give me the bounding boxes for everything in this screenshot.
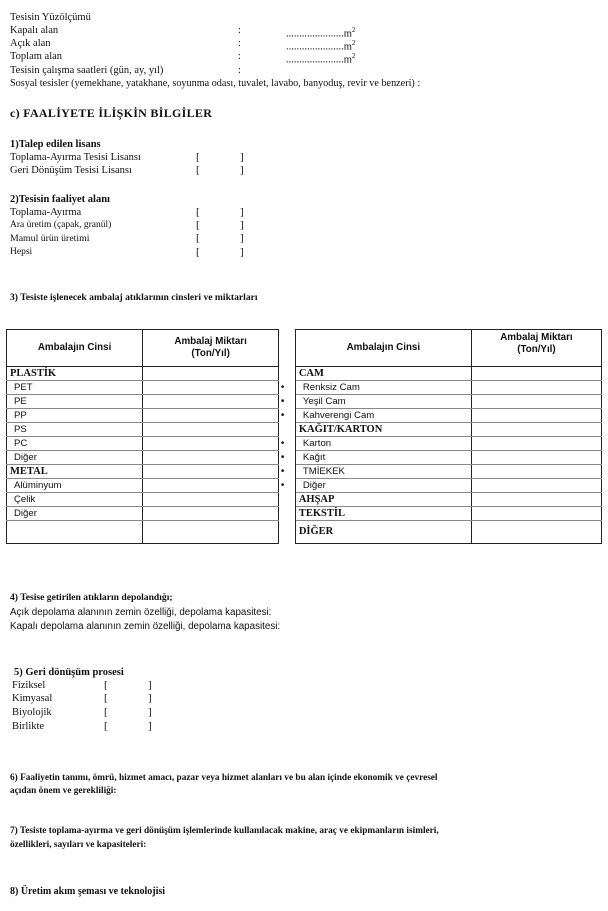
q2-item-collect: Toplama-Ayırma xyxy=(10,207,82,218)
left-type-cell: • PS xyxy=(7,423,143,437)
closed-area-colon: : xyxy=(238,25,241,36)
left-amount-cell[interactable] xyxy=(143,507,279,521)
right-type-cell: • Kağıt xyxy=(295,451,471,465)
q1-item-collect-open: [ xyxy=(196,151,200,163)
section-c-title: c) FAALİYETE İLİŞKİN BİLGİLER xyxy=(10,106,213,120)
column-gap xyxy=(279,423,296,437)
q6-line2: açıdan önem ve gerekliliği: xyxy=(10,786,117,796)
left-type-cell: • Diğer xyxy=(7,451,143,465)
packaging-table xyxy=(6,329,602,544)
table-row xyxy=(7,521,602,544)
left-amount-cell[interactable] xyxy=(143,479,279,493)
total-area-colon: : xyxy=(238,51,241,62)
right-amount-cell[interactable] xyxy=(471,521,601,544)
closed-area-label: Kapalı alan xyxy=(10,25,59,36)
left-amount-cell[interactable] xyxy=(143,381,279,395)
left-amount-cell[interactable] xyxy=(143,451,279,465)
table-row xyxy=(7,493,602,507)
social-facilities: Sosyal tesisler (yemekhane, yatakhane, soyunma odası, tuvalet, lavabo, banyoduş, revir ve benzeri) : xyxy=(10,78,421,89)
right-amount-cell[interactable] xyxy=(471,423,601,437)
q2-item-intermediate-open: [ xyxy=(196,219,200,231)
q5-item-biological-open: [ xyxy=(104,706,108,718)
q6-line1: 6) Faaliyetin tanımı, ömrü, hizmet amacı, pazar veya hizmet alanları ve bu alan içinde ekonomik ve çevresel xyxy=(10,773,438,783)
q2-item-collect-open: [ xyxy=(196,206,200,218)
q7-line2: özellikleri, sayıları ve kapasiteleri: xyxy=(10,840,147,850)
total-area-label: Toplam alan xyxy=(10,51,63,62)
right-type-cell: DİĞER xyxy=(295,521,471,544)
q5-item-physical-close: ] xyxy=(148,679,152,691)
q7-line1: 7) Tesiste toplama-ayırma ve geri dönüşüm işlemlerinde kullanılacak makine, araç ve ekipmanların isimleri, xyxy=(10,826,439,836)
table-row xyxy=(7,381,602,395)
right-type-cell: CAM xyxy=(295,367,471,381)
right-amount-cell[interactable] xyxy=(471,409,601,423)
q1-item-recycle: Geri Dönüşüm Tesisi Lisansı xyxy=(10,165,132,176)
right-type-cell: TEKSTİL xyxy=(295,507,471,521)
header-left-type: Ambalajın Cinsi xyxy=(7,330,143,367)
closed-area-value: $......................m^2$ xyxy=(286,26,356,40)
header-right-amount: Ambalaj Miktarı (Ton/Yıl) xyxy=(471,330,601,367)
table-row xyxy=(7,479,602,493)
right-amount-cell[interactable] xyxy=(471,367,601,381)
right-amount-cell[interactable] xyxy=(471,479,601,493)
header-left-amount: Ambalaj Miktarı (Ton/Yıl) xyxy=(143,330,279,367)
q2-item-product-open: [ xyxy=(196,232,200,244)
table-row xyxy=(7,437,602,451)
column-gap xyxy=(279,507,296,521)
right-amount-cell[interactable] xyxy=(471,465,601,479)
right-amount-cell[interactable] xyxy=(471,493,601,507)
right-amount-cell[interactable] xyxy=(471,395,601,409)
q1-item-collect-close: ] xyxy=(240,151,244,163)
total-area-value: $......................m^2$ xyxy=(286,52,356,66)
open-area-label: Açık alan xyxy=(10,38,51,49)
working-hours-colon: : xyxy=(238,65,241,76)
open-area-colon: : xyxy=(238,38,241,49)
header-right-type: Ambalajın Cinsi xyxy=(295,330,471,367)
right-type-cell: AHŞAP xyxy=(295,493,471,507)
left-type-cell: • Alüminyum xyxy=(7,479,143,493)
q2-item-all: Hepsi xyxy=(10,247,33,257)
header-gap xyxy=(279,330,296,367)
left-amount-cell[interactable] xyxy=(143,465,279,479)
q1-item-recycle-close: ] xyxy=(240,164,244,176)
q5-item-chemical: Kimyasal xyxy=(12,693,53,704)
q2-item-intermediate-close: ] xyxy=(240,219,244,231)
q5-item-combined-close: ] xyxy=(148,720,152,732)
table-row xyxy=(7,409,602,423)
working-hours-label: Tesisin çalışma saatleri (gün, ay, yıl) xyxy=(10,65,164,76)
q5-title: 5) Geri dönüşüm prosesi xyxy=(14,667,124,678)
left-type-cell: • Diğer xyxy=(7,507,143,521)
q4-title: 4) Tesise getirilen atıkların depolandığı; xyxy=(10,592,173,603)
q5-item-physical: Fiziksel xyxy=(12,680,46,691)
q5-item-physical-open: [ xyxy=(104,679,108,691)
right-type-cell: KAĞIT/KARTON xyxy=(295,423,471,437)
q1-item-collect: Toplama-Ayırma Tesisi Lisansı xyxy=(10,152,141,163)
table-row xyxy=(7,465,602,479)
left-amount-cell[interactable] xyxy=(143,493,279,507)
right-type-cell: • TMİEKEK xyxy=(295,465,471,479)
column-gap xyxy=(279,367,296,381)
q5-item-combined-open: [ xyxy=(104,720,108,732)
left-type-cell xyxy=(7,521,143,544)
right-type-cell: • Kahverengi Cam xyxy=(295,409,471,423)
q4-closed-storage: Kapalı depolama alanının zemin özelliği, depolama kapasitesi: xyxy=(10,621,281,632)
left-type-cell: • PP xyxy=(7,409,143,423)
q2-item-all-open: [ xyxy=(196,246,200,258)
left-amount-cell[interactable] xyxy=(143,395,279,409)
q5-item-chemical-open: [ xyxy=(104,692,108,704)
open-area-value: $......................m^2$ xyxy=(286,39,356,53)
right-type-cell: • Yeşil Cam xyxy=(295,395,471,409)
table-row xyxy=(7,423,602,437)
table-row xyxy=(7,367,602,381)
right-type-cell: • Diğer xyxy=(295,479,471,493)
q5-item-biological: Biyolojik xyxy=(12,707,52,718)
left-type-cell: • Çelik xyxy=(7,493,143,507)
left-type-cell: METAL xyxy=(7,465,143,479)
left-amount-cell[interactable] xyxy=(143,409,279,423)
q2-item-all-close: ] xyxy=(240,246,244,258)
area-title: Tesisin Yüzölçümü xyxy=(10,12,91,23)
left-amount-cell[interactable] xyxy=(143,437,279,451)
q2-item-collect-close: ] xyxy=(240,206,244,218)
q4-open-storage: Açık depolama alanının zemin özelliği, depolama kapasitesi: xyxy=(10,607,272,618)
left-type-cell: PLASTİK xyxy=(7,367,143,381)
table-row xyxy=(7,507,602,521)
right-amount-cell[interactable] xyxy=(471,507,601,521)
column-gap xyxy=(279,493,296,507)
q2-item-product: Mamul ürün üretimi xyxy=(10,233,90,244)
left-amount-cell[interactable] xyxy=(143,521,279,544)
q5-item-chemical-close: ] xyxy=(148,692,152,704)
left-type-cell: • PET xyxy=(7,381,143,395)
q1-item-recycle-open: [ xyxy=(196,164,200,176)
q1-title: 1)Talep edilen lisans xyxy=(10,139,101,150)
right-type-cell: • Karton xyxy=(295,437,471,451)
table-row xyxy=(7,395,602,409)
table-row xyxy=(7,451,602,465)
q5-item-combined: Birlikte xyxy=(12,721,45,732)
q5-item-biological-close: ] xyxy=(148,706,152,718)
column-gap xyxy=(279,521,296,544)
left-type-cell: • PE xyxy=(7,395,143,409)
left-type-cell: • PC xyxy=(7,437,143,451)
q8-title: 8) Üretim akım şeması ve teknolojisi xyxy=(10,886,166,897)
right-amount-cell[interactable] xyxy=(471,451,601,465)
right-amount-cell[interactable] xyxy=(471,437,601,451)
left-amount-cell[interactable] xyxy=(143,367,279,381)
q2-item-intermediate: Ara üretim (çapak, granül) xyxy=(10,220,112,230)
right-amount-cell[interactable] xyxy=(471,381,601,395)
left-amount-cell[interactable] xyxy=(143,423,279,437)
q2-item-product-close: ] xyxy=(240,232,244,244)
right-type-cell: • Renksiz Cam xyxy=(295,381,471,395)
q2-title: 2)Tesisin faaliyet alanı xyxy=(10,194,110,205)
q3-title: 3) Tesiste işlenecek ambalaj atıklarının cinsleri ve miktarları xyxy=(10,292,258,303)
